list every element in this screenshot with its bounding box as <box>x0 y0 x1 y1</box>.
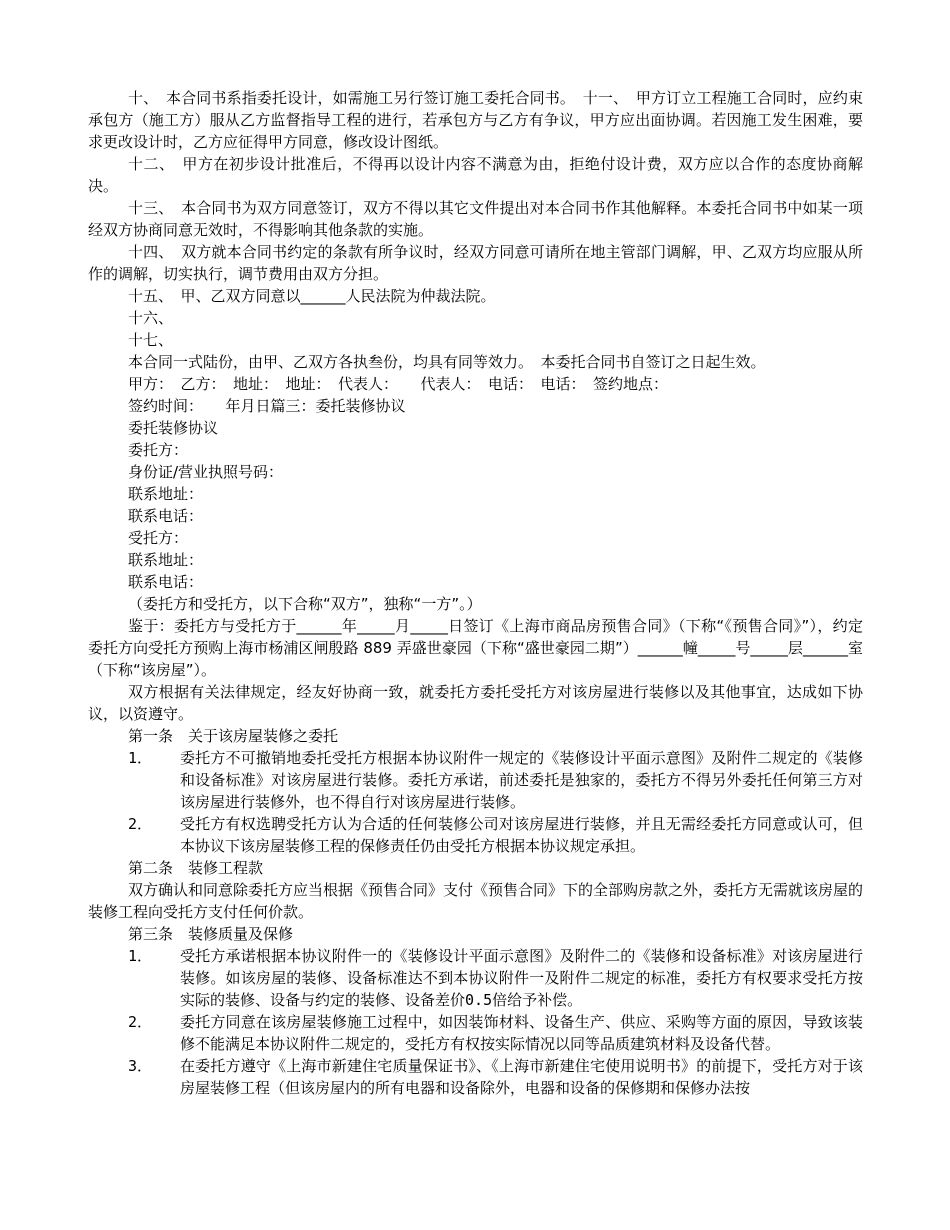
clause-13: 十三、 本合同书为双方同意签订，双方不得以其它文件提出对本合同书作其他解释。本委托合同书中如某一项经双方协商同意无效时，不得影响其他条款的实施。 <box>88 199 863 239</box>
agent-phone-label: 联系电话： <box>128 573 204 591</box>
article-3-item-2 <box>128 1011 863 1055</box>
article-1-item-1 <box>128 747 863 813</box>
agent-label: 受托方： <box>128 529 189 547</box>
signature-fields: 甲方： 乙方： 地址： 地址： 代表人： 代表人： 电话： 电话： 签约地点： <box>128 375 669 393</box>
clause-17: 十七、 <box>128 331 174 349</box>
item-number: 2． <box>128 1013 153 1031</box>
item-number: 1． <box>128 749 153 767</box>
agent-address-label: 联系地址： <box>128 551 204 569</box>
agreement-title: 委托装修协议 <box>128 419 219 437</box>
parties-definition: （委托方和受托方，以下合称“双方”，独称“一方”。） <box>128 595 482 613</box>
agreement-intro: 双方根据有关法律规定，经友好协商一致，就委托方委托受托方对该房屋进行装修以及其他事宜，达成如下协议，以资遵守。 <box>88 683 863 723</box>
item-text: 受托方有权选聘受托方认为合适的任何装修公司对该房屋进行装修，并且无需经委托方同意或认可，但本协议下该房屋装修工程的保修责任仍由受托方根据本协议规定承担。 <box>180 815 863 855</box>
item-number: 1． <box>128 947 153 965</box>
clause-12: 十二、 甲方在初步设计批准后，不得再以设计内容不满意为由，拒绝付设计费，双方应以合作的态度协商解决。 <box>88 155 863 195</box>
clause-16: 十六、 <box>128 309 174 327</box>
id-number-label: 身份证/营业执照号码： <box>128 463 284 481</box>
article-1-heading: 第一条 关于该房屋装修之委托 <box>128 727 339 745</box>
item-text: 受托方承诺根据本协议附件一的《装修设计平面示意图》及附件二的《装修和设备标准》对该房屋进行装修。如该房屋的装修、设备标准达不到本协议附件一及附件二规定的标准，委托方有权要求受托方按实际的装修、设备与约定的装修、设备差价 <box>180 947 863 1009</box>
article-2-heading: 第二条 装修工程款 <box>128 859 264 877</box>
clause-10-11: 十、 本合同书系指委托设计，如需施工另行签订施工委托合同书。 十一、 甲方订立工程施工合同时，应约束承包方（施工方）服从乙方监督指导工程的进行，若承包方与乙方有争议，甲方应出面协调。若因施工发生困难，要求更改设计时，乙方应征得甲方同意，修改设计图纸。 <box>88 89 863 151</box>
article-3-heading: 第三条 装修质量及保修 <box>128 925 294 943</box>
item-text: 在委托方遵守《上海市新建住宅质量保证书》、《上海市新建住宅使用说明书》的前提下，受托方对于该房屋装修工程（但该房屋内的所有电器和设备除外，电器和设备的保修期和保修办法按 <box>180 1057 863 1097</box>
principal-label: 委托方： <box>128 441 189 459</box>
item-number: 2． <box>128 815 153 833</box>
signing-time: 签约时间： 年月日篇三：委托装修协议 <box>128 397 406 415</box>
article-1-item-2 <box>128 813 863 857</box>
item-text: 委托方同意在该房屋装修施工过程中，如因装饰材料、设备生产、供应、采购等方面的原因，导致该装修不能满足本协议附件二规定的，受托方有权按实际情况以同等品质建筑材料及设备代替。 <box>180 1013 863 1053</box>
principal-phone-label: 联系电话： <box>128 507 204 525</box>
whereas-clause: 鉴于：委托方与受托方于______年_____月_____日签订《上海市商品房预售合同》（下称“《预售合同》”），约定委托方向受托方预购上海市杨浦区闸殷路 889 弄盛世豪园（下称“盛世豪园二期”）______幢_____号_____层______室（下称“该房屋”）。 <box>88 617 863 679</box>
article-3-item-3 <box>128 1055 863 1099</box>
article-3-item-1 <box>128 945 863 1011</box>
article-2-text: 双方确认和同意除委托方应当根据《预售合同》支付《预售合同》下的全部购房款之外，委托方无需就该房屋的装修工程向受托方支付任何价款。 <box>88 881 864 921</box>
clause-14: 十四、 双方就本合同书约定的条款有所争议时，经双方同意可请所在地主管部门调解，甲、乙双方均应服从所作的调解，切实执行，调节费用由双方分担。 <box>88 243 863 283</box>
item-text: 委托方不可撤销地委托受托方根据本协议附件一规定的《装修设计平面示意图》及附件二规定的《装修和设备标准》对该房屋进行装修。委托方承诺，前述委托是独家的，委托方不得另外委托任何第三方对该房屋进行装修外，也不得自行对该房屋进行装修。 <box>180 749 863 811</box>
item-number: 3． <box>128 1057 153 1075</box>
item-text-end: 倍给予补偿。 <box>492 991 583 1009</box>
compensation-multiplier: 0.5 <box>465 991 493 1009</box>
document-body <box>88 87 863 1099</box>
clause-15: 十五、 甲、乙双方同意以______人民法院为仲裁法院。 <box>128 287 496 305</box>
copies-clause: 本合同一式陆份，由甲、乙双方各执叁份，均具有同等效力。 本委托合同书自签订之日起生效。 <box>128 353 766 371</box>
principal-address-label: 联系地址： <box>128 485 204 503</box>
